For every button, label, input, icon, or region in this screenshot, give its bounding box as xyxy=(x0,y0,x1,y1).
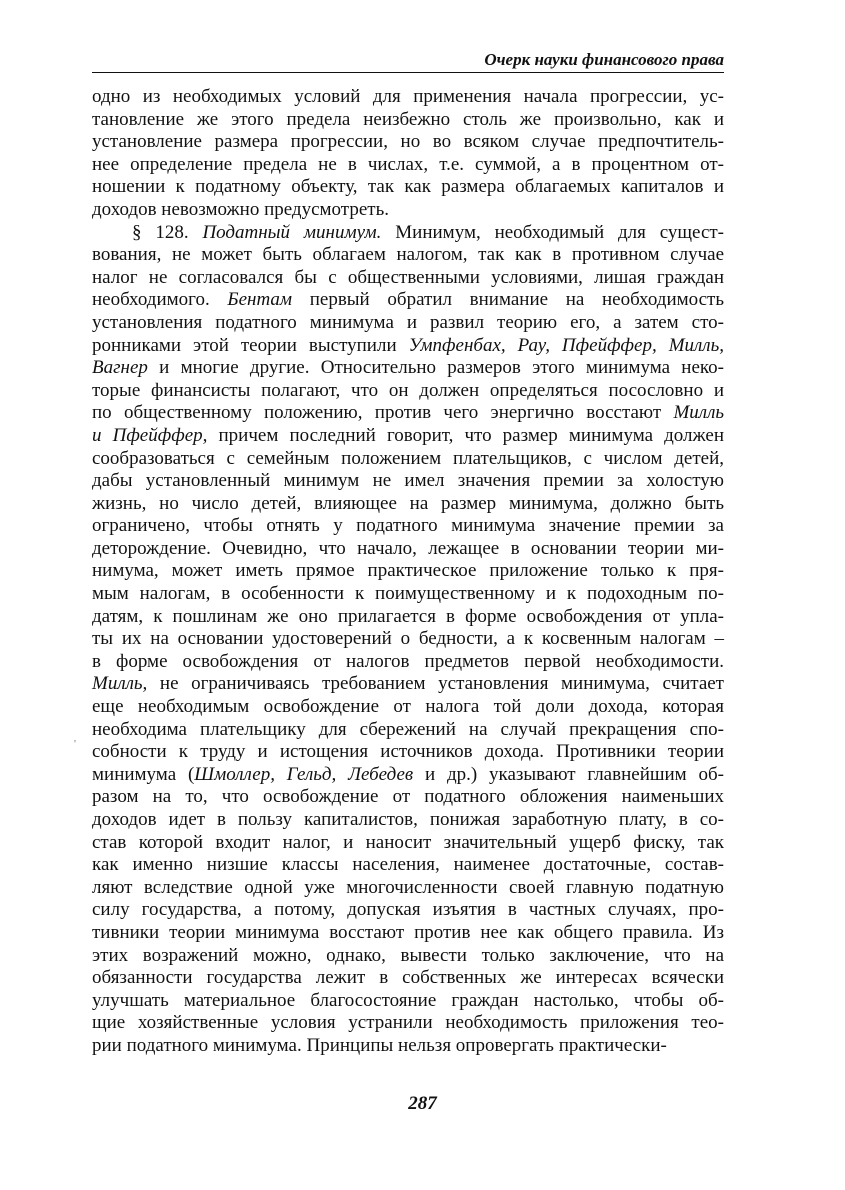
text-line: силу государства, а потому, допуская изъятия в частных случаях, про- xyxy=(92,899,724,921)
text-line: и Пфейффер, причем последний говорит, что размер минимума должен xyxy=(92,424,724,446)
running-header-title: Очерк науки финансового права xyxy=(484,50,724,69)
text-line: мым налогам, в особенности к поимущественному и к подоходным по- xyxy=(92,583,724,605)
text-line: установления податного минимума и развил теорию его, а затем сто- xyxy=(92,311,724,333)
text-line: обязанности государства лежит в собственных же интересах всячески xyxy=(92,967,724,989)
text-line: этих возражений можно, однако, вывести только заключение, что на xyxy=(92,944,724,966)
margin-mark: ' xyxy=(74,738,76,750)
text-line: торые финансисты полагают, что он должен определяться посословно и xyxy=(92,379,724,401)
text-line: датям, к пошлинам же оно прилагается в форме освобождения от упла- xyxy=(92,605,724,627)
text-line: собности к труду и истощения источников дохода. Противники теории xyxy=(92,741,724,763)
text-line: став которой входит налог, и наносит значительный ущерб фиску, так xyxy=(92,831,724,853)
text-line: как именно низшие классы населения, наименее достаточные, состав- xyxy=(92,854,724,876)
text-line: в форме освобождения от налогов предметов первой необходимости. xyxy=(92,650,724,672)
running-header xyxy=(92,50,724,74)
text-line: одно из необходимых условий для применения начала прогрессии, ус- xyxy=(92,86,724,107)
text-line: тановление же этого предела неизбежно столь же произвольно, как и xyxy=(92,108,724,130)
text-line: улучшать материальное благосостояние граждан настолько, чтобы об- xyxy=(92,989,724,1011)
body-text xyxy=(92,86,724,1058)
text-line: щие хозяйственные условия устранили необходимость приложения тео- xyxy=(92,1012,724,1034)
text-line: доходов невозможно предусмотреть. xyxy=(92,198,389,220)
text-line: нее определение предела не в числах, т.е. суммой, а в процентном от- xyxy=(92,153,724,175)
text-line: доходов идет в пользу капиталистов, понижая заработную плату, в со- xyxy=(92,809,724,830)
text-line: ронниками этой теории выступили Умпфенбах, Рау, Пфейффер, Милль, xyxy=(92,334,724,356)
text-line: налог не согласовался бы с общественными условиями, лишая граждан xyxy=(92,266,724,288)
text-line: разом на то, что освобождение от податного обложения наименьших xyxy=(92,786,724,808)
text-line: рии податного минимума. Принципы нельзя опровергать практически- xyxy=(92,1034,667,1056)
text-line: необходима плательщику для сбережений на случай прекращения спо- xyxy=(92,718,724,740)
text-line: жизнь, но число детей, влияющее на размер минимума, должно быть xyxy=(92,492,724,514)
text-line: Милль, не ограничиваясь требованием установления минимума, считает xyxy=(92,673,724,695)
page-number: 287 xyxy=(408,1093,437,1114)
text-line: деторождение. Очевидно, что начало, лежащее в основании теории ми- xyxy=(92,537,724,559)
text-line: ношении к податному объекту, так как размера облагаемых капиталов и xyxy=(92,176,724,198)
text-line: установление размера прогрессии, но во всяком случае предпочтитель- xyxy=(92,131,724,153)
header-rule xyxy=(92,72,724,73)
text-line: ограничено, чтобы отнять у податного минимума значение премии за xyxy=(92,515,724,537)
text-line: дабы установленный минимум не имел значения премии за холостую xyxy=(92,470,724,492)
text-line: ты их на основании удостоверений о бедности, а к косвенным налогам – xyxy=(92,628,724,650)
text-line: еще необходимым освобождение от налога той доли дохода, которая xyxy=(92,696,724,718)
text-line: сообразоваться с семейным положением плательщиков, с числом детей, xyxy=(92,447,724,469)
text-line: ляют вследствие одной уже многочисленности своей главную податную xyxy=(92,876,724,898)
text-line: Вагнер и многие другие. Относительно размеров этого минимума неко- xyxy=(92,357,724,379)
text-line: § 128. Податный минимум. Минимум, необходимый для сущест- xyxy=(132,221,725,243)
text-line: нимума, может иметь прямое практическое приложение только к пря- xyxy=(92,560,724,582)
text-line: по общественному положению, против чего энергично восстают Милль xyxy=(92,402,724,424)
text-line: тивники теории минимума восстают против нее как общего правила. Из xyxy=(92,921,724,943)
text-line: минимума (Шмоллер, Гельд, Лебедев и др.) указывают главнейшим об- xyxy=(92,763,724,785)
text-line: необходимого. Бентам первый обратил внимание на необходимость xyxy=(92,289,725,311)
text-line: вования, не может быть облагаем налогом, так как в противном случае xyxy=(92,244,724,266)
